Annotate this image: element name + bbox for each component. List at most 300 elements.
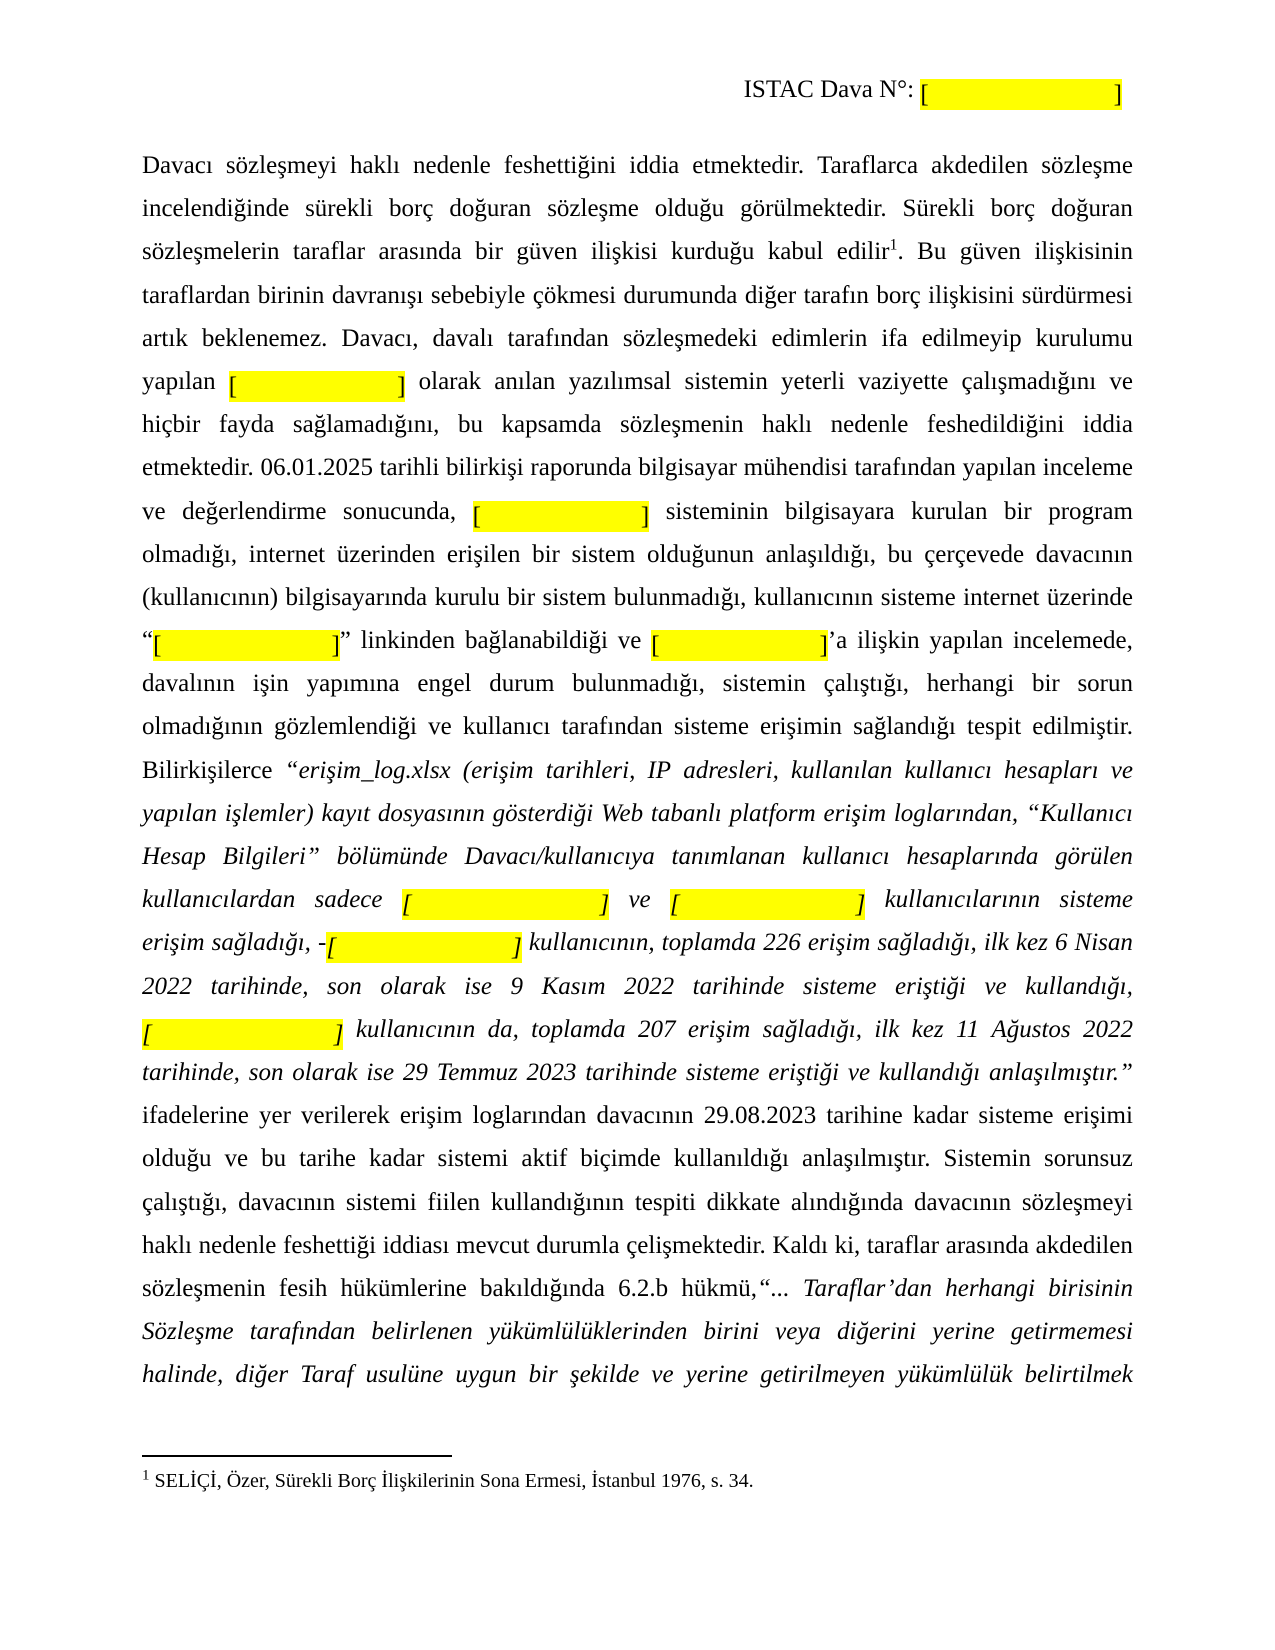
text-segment: olmadığı, bbox=[142, 540, 238, 568]
word-group bbox=[435, 576, 500, 619]
word-group bbox=[924, 533, 1024, 576]
text-segment: sözleşmenin bbox=[619, 411, 744, 439]
text-segment: fiilen bbox=[427, 1188, 481, 1216]
text-segment: ’a bbox=[827, 627, 848, 655]
text-segment: 6.2.b bbox=[618, 1274, 669, 1302]
text-line bbox=[142, 619, 1133, 662]
word-group bbox=[383, 1224, 450, 1267]
word-group bbox=[402, 878, 609, 921]
word-group bbox=[447, 533, 521, 576]
word-group bbox=[142, 317, 188, 360]
word-group bbox=[585, 1051, 677, 1094]
text-segment: (erişim bbox=[462, 756, 534, 784]
word-group bbox=[293, 403, 440, 446]
text-segment: yapılan bbox=[929, 627, 1004, 655]
text-segment: çalışmadığını bbox=[961, 367, 1097, 395]
text-segment: 2022 bbox=[142, 972, 192, 1000]
word-group bbox=[1075, 921, 1133, 964]
text-segment: şekilde bbox=[569, 1361, 640, 1389]
word-group bbox=[1077, 662, 1133, 705]
word-group bbox=[989, 1051, 1133, 1094]
text-segment: kez bbox=[1015, 929, 1048, 957]
word-group bbox=[536, 1224, 619, 1267]
text-segment: sağladığı, bbox=[211, 929, 311, 957]
text-segment: nedenle bbox=[830, 411, 909, 439]
word-group bbox=[346, 1181, 417, 1224]
word-group bbox=[1025, 1353, 1133, 1396]
word-group bbox=[618, 619, 642, 662]
word-group bbox=[1032, 662, 1060, 705]
text-segment: sistem bbox=[571, 540, 636, 568]
word-group bbox=[305, 187, 373, 230]
word-group bbox=[307, 662, 400, 705]
redacted-highlight bbox=[651, 630, 828, 661]
text-segment: işin bbox=[252, 670, 289, 698]
word-group bbox=[371, 1310, 472, 1353]
word-group bbox=[853, 705, 956, 748]
word-group bbox=[521, 1137, 567, 1180]
word-group bbox=[427, 1181, 480, 1224]
text-line bbox=[142, 317, 1133, 360]
text-segment: son bbox=[327, 972, 362, 1000]
text-segment: platform bbox=[729, 799, 816, 827]
text-segment: davranışı bbox=[331, 281, 424, 309]
text-segment: eriştiği bbox=[768, 1058, 840, 1086]
word-group bbox=[369, 1137, 425, 1180]
text-segment: kullanıcı bbox=[462, 713, 551, 741]
word-group bbox=[547, 187, 639, 230]
text-segment: Sürekli bbox=[902, 195, 975, 223]
word-group bbox=[723, 662, 806, 705]
word-group bbox=[142, 446, 254, 489]
word-group bbox=[651, 619, 847, 662]
word-group bbox=[963, 446, 1037, 489]
text-segment: durum bbox=[489, 670, 555, 698]
word-group bbox=[1048, 1267, 1133, 1310]
text-segment: iddia bbox=[629, 152, 680, 179]
text-segment: Bu bbox=[917, 238, 947, 266]
text-segment: kullandığı, bbox=[1025, 972, 1133, 1000]
text-segment: bilgisayar bbox=[638, 454, 738, 482]
word-group bbox=[142, 749, 273, 792]
redaction-gap bbox=[680, 911, 856, 912]
word-group bbox=[666, 490, 769, 533]
text-line bbox=[142, 576, 1133, 619]
word-group bbox=[826, 1094, 902, 1137]
text-segment: gözlemlendiği bbox=[273, 713, 417, 741]
text-segment: birisinin bbox=[1048, 1274, 1133, 1302]
text-segment: bağlanabildiği bbox=[464, 627, 608, 655]
text-segment: sisteme bbox=[1059, 886, 1133, 914]
text-segment: anlaşılmıştır.” bbox=[989, 1058, 1133, 1086]
text-segment: kurulumu bbox=[1035, 324, 1133, 352]
word-group bbox=[285, 749, 451, 792]
word-group bbox=[212, 921, 311, 964]
word-group bbox=[754, 576, 873, 619]
text-segment: gösterdiği bbox=[492, 799, 594, 827]
word-group bbox=[623, 317, 758, 360]
word-group bbox=[142, 1051, 240, 1094]
word-group bbox=[638, 446, 737, 489]
text-segment: davacının bbox=[238, 1188, 336, 1216]
word-group bbox=[628, 878, 650, 921]
text-segment: birini bbox=[703, 1318, 760, 1346]
text-segment: sözleşme bbox=[1041, 152, 1133, 179]
text-segment: borç bbox=[389, 195, 434, 223]
word-group bbox=[570, 1353, 639, 1396]
text-segment: erişim bbox=[399, 1102, 463, 1130]
word-group bbox=[561, 705, 662, 748]
text-segment: sözleşmeyi bbox=[225, 152, 337, 179]
word-group bbox=[808, 921, 871, 964]
text-segment: getirmemesi bbox=[1010, 1318, 1133, 1346]
text-segment: tarihe bbox=[299, 1145, 356, 1173]
text-segment: fayda bbox=[218, 411, 275, 439]
word-group bbox=[932, 1310, 994, 1353]
text-segment: borç bbox=[990, 195, 1036, 223]
text-line bbox=[142, 921, 1133, 964]
text-segment: sağlamadığını, bbox=[292, 411, 440, 439]
text-segment: sözleşmeyi bbox=[1021, 1188, 1133, 1216]
text-segment: olduğunun bbox=[647, 540, 754, 568]
word-group bbox=[1036, 1224, 1133, 1267]
text-segment: değerlendirme bbox=[182, 497, 327, 525]
word-group bbox=[1034, 230, 1133, 273]
word-group bbox=[760, 705, 842, 748]
word-group bbox=[879, 1051, 980, 1094]
text-segment: ve bbox=[651, 1361, 674, 1389]
text-segment: sisteme bbox=[978, 1102, 1054, 1130]
word-group bbox=[686, 1051, 760, 1094]
word-group bbox=[894, 792, 1018, 835]
text-segment: 29.08.2023 bbox=[703, 1102, 817, 1130]
text-segment: bu bbox=[887, 540, 913, 568]
word-group bbox=[635, 1181, 696, 1224]
text-segment: ilk bbox=[874, 1015, 900, 1043]
word-group bbox=[867, 1224, 939, 1267]
word-group bbox=[928, 274, 1014, 317]
word-group bbox=[744, 446, 848, 489]
text-segment: bulunmadığı, bbox=[572, 670, 705, 698]
word-group bbox=[693, 965, 785, 1008]
text-segment: erişilen bbox=[446, 540, 521, 568]
text-segment: edilmiştir. bbox=[1032, 713, 1133, 741]
word-group bbox=[489, 662, 554, 705]
word-group bbox=[848, 1051, 870, 1094]
word-group bbox=[507, 576, 535, 619]
text-segment: yeterli bbox=[781, 367, 845, 395]
text-segment: arasında bbox=[378, 238, 462, 266]
word-group bbox=[343, 490, 456, 533]
case-number-redaction bbox=[920, 79, 1122, 110]
word-group bbox=[473, 1094, 587, 1137]
text-segment: Davacı/kullanıcıya bbox=[464, 843, 655, 870]
text-segment: kullandığı bbox=[878, 1058, 981, 1086]
word-group bbox=[626, 1224, 766, 1267]
word-group bbox=[142, 792, 217, 835]
word-group bbox=[601, 792, 643, 835]
word-group bbox=[322, 792, 371, 835]
text-segment: mühendisi bbox=[743, 454, 848, 482]
word-group bbox=[211, 965, 309, 1008]
word-group bbox=[837, 1310, 916, 1353]
text-segment: ve bbox=[1110, 756, 1133, 784]
text-segment: Kaldı bbox=[772, 1231, 828, 1259]
word-group bbox=[922, 317, 1022, 360]
word-group bbox=[142, 274, 250, 317]
text-segment: loglarından, bbox=[893, 799, 1019, 827]
word-group bbox=[772, 317, 868, 360]
word-group bbox=[142, 144, 213, 187]
word-group bbox=[142, 1224, 192, 1267]
word-group bbox=[337, 835, 448, 878]
redacted-highlight bbox=[473, 501, 650, 532]
text-segment: Sözleşme bbox=[142, 1318, 234, 1346]
text-segment: Ağustos bbox=[991, 1015, 1071, 1043]
text-segment: anlaşıldığı, bbox=[765, 540, 876, 568]
text-segment: hükmü, bbox=[681, 1274, 758, 1302]
text-segment: sürdürmesi bbox=[1021, 281, 1133, 309]
word-group bbox=[142, 1310, 234, 1353]
text-segment: ” bbox=[339, 627, 351, 655]
text-segment: Web bbox=[600, 799, 644, 827]
text-segment: durumunda bbox=[623, 281, 738, 309]
word-group bbox=[142, 705, 263, 748]
word-group bbox=[978, 1094, 1053, 1137]
text-line bbox=[142, 403, 1133, 446]
word-group bbox=[674, 705, 749, 748]
text-segment: kullanıldığı bbox=[673, 1145, 789, 1173]
redacted-highlight bbox=[142, 1019, 343, 1050]
word-group bbox=[142, 1267, 266, 1310]
word-group bbox=[182, 490, 326, 533]
text-segment: adresleri, bbox=[683, 756, 779, 784]
word-group bbox=[378, 230, 461, 273]
word-group bbox=[455, 1353, 516, 1396]
word-group bbox=[730, 792, 816, 835]
text-segment: ifadelerine bbox=[142, 1102, 249, 1130]
word-group bbox=[1004, 749, 1098, 792]
footnote-separator bbox=[142, 1455, 452, 1457]
text-segment: yapılan bbox=[142, 799, 217, 827]
word-group bbox=[1055, 921, 1068, 964]
text-segment: bir bbox=[528, 1361, 558, 1389]
text-segment: bilgisayarında bbox=[285, 583, 428, 611]
word-group bbox=[791, 749, 892, 792]
text-segment: biçimde bbox=[580, 1145, 661, 1173]
text-segment: taraflardan bbox=[142, 281, 251, 309]
text-segment: olarak bbox=[292, 1058, 358, 1086]
word-group bbox=[1025, 965, 1133, 1008]
text-segment: sözleşmelerin bbox=[142, 238, 280, 266]
word-group bbox=[874, 1008, 899, 1051]
text-segment: çelişmektedir. bbox=[626, 1231, 766, 1259]
text-segment: halinde, bbox=[142, 1361, 224, 1389]
word-group bbox=[946, 1224, 1029, 1267]
text-segment: yerine bbox=[932, 1318, 995, 1346]
word-group bbox=[224, 1137, 248, 1180]
word-group bbox=[403, 1051, 428, 1094]
word-group bbox=[927, 662, 1014, 705]
redaction-close-bracket: ] bbox=[397, 372, 406, 400]
word-group bbox=[803, 1267, 932, 1310]
text-segment: sisteme bbox=[685, 1058, 760, 1086]
text-segment: ve bbox=[984, 972, 1007, 1000]
text-segment: ilişkisi bbox=[590, 238, 658, 266]
redaction-open-bracket: [ bbox=[472, 502, 481, 530]
text-segment: tarihinde bbox=[585, 1058, 678, 1086]
word-group bbox=[199, 1224, 277, 1267]
text-segment: sisteme bbox=[880, 583, 956, 611]
word-group bbox=[301, 1094, 390, 1137]
word-group bbox=[614, 576, 747, 619]
text-segment: kurulan bbox=[911, 497, 988, 525]
text-segment: “ bbox=[142, 627, 154, 655]
text-segment: kullanıcı bbox=[802, 843, 890, 870]
text-segment: Nisan bbox=[1074, 929, 1133, 957]
text-segment: borç bbox=[876, 281, 921, 309]
text-line bbox=[142, 1181, 1133, 1224]
text-segment: kurduğu bbox=[671, 238, 755, 266]
text-segment: ve bbox=[847, 1058, 871, 1086]
text-segment: inceleme bbox=[1042, 454, 1133, 482]
text-segment: bölümünde bbox=[336, 843, 448, 870]
word-group bbox=[914, 1181, 1011, 1224]
word-group bbox=[142, 965, 192, 1008]
word-group bbox=[802, 835, 889, 878]
text-segment: olduğu bbox=[142, 1145, 212, 1173]
word-group bbox=[1011, 1310, 1133, 1353]
text-segment: taraflar bbox=[866, 1231, 940, 1259]
word-group bbox=[226, 144, 337, 187]
word-group bbox=[683, 749, 779, 792]
word-group bbox=[651, 792, 722, 835]
text-segment: bu bbox=[261, 1145, 287, 1173]
text-segment: usulüne bbox=[365, 1361, 444, 1389]
word-group bbox=[943, 1137, 1031, 1180]
text-segment: erişimi bbox=[1063, 1102, 1133, 1130]
word-group bbox=[629, 144, 679, 187]
word-group bbox=[533, 274, 616, 317]
word-group bbox=[286, 576, 428, 619]
text-segment: doğuran bbox=[449, 195, 532, 223]
text-segment: sonucunda, bbox=[342, 497, 457, 525]
text-segment: 2023 bbox=[526, 1058, 577, 1086]
redaction-close-bracket: ] bbox=[512, 934, 522, 962]
text-segment: 2022 bbox=[624, 972, 675, 1000]
redaction-gap bbox=[411, 911, 599, 912]
word-group bbox=[791, 1181, 903, 1224]
word-group bbox=[888, 533, 913, 576]
word-group bbox=[672, 835, 786, 878]
word-group bbox=[202, 317, 328, 360]
word-group bbox=[1043, 446, 1133, 489]
word-group bbox=[831, 403, 909, 446]
word-group bbox=[956, 1008, 979, 1051]
word-group bbox=[881, 317, 907, 360]
text-segment: tarafın bbox=[803, 281, 869, 309]
word-group bbox=[674, 1137, 789, 1180]
text-line bbox=[142, 490, 1133, 533]
text-segment: tarafından bbox=[561, 713, 663, 741]
word-group bbox=[465, 835, 655, 878]
word-group bbox=[142, 1008, 343, 1051]
text-segment: ise bbox=[464, 972, 492, 1000]
word-group bbox=[437, 1051, 518, 1094]
text-line bbox=[142, 446, 1133, 489]
text-segment: ve bbox=[428, 713, 452, 741]
text-segment: toplamda bbox=[661, 929, 757, 957]
redaction-open-bracket: [ bbox=[651, 632, 660, 660]
word-group bbox=[530, 446, 631, 489]
text-segment: tarihine bbox=[826, 1102, 903, 1130]
text-segment: Taraflar’dan bbox=[802, 1274, 933, 1302]
word-group bbox=[655, 187, 724, 230]
word-group bbox=[1047, 576, 1133, 619]
text-segment: hükümlerine bbox=[340, 1274, 467, 1302]
word-group bbox=[250, 1310, 356, 1353]
word-group bbox=[327, 965, 362, 1008]
word-group bbox=[686, 1353, 748, 1396]
text-segment: herhangi bbox=[945, 1274, 1036, 1302]
word-group bbox=[380, 446, 440, 489]
text-segment: haklı bbox=[349, 152, 400, 179]
text-segment: bulunmadığı, bbox=[613, 583, 747, 611]
text-segment: ilişkisini bbox=[928, 281, 1015, 309]
text-segment: ilişkin bbox=[857, 627, 920, 655]
word-group bbox=[446, 446, 524, 489]
word-group bbox=[763, 921, 801, 964]
text-segment: davalının bbox=[142, 670, 236, 698]
word-group bbox=[768, 230, 824, 273]
word-group bbox=[378, 792, 485, 835]
text-segment: tarihinde bbox=[692, 972, 785, 1000]
word-group bbox=[389, 187, 433, 230]
footnote-reference: 1 bbox=[889, 237, 898, 255]
text-line bbox=[142, 835, 1133, 878]
redacted-highlight bbox=[326, 932, 521, 963]
text-segment: yükümlülüklerinden bbox=[488, 1318, 688, 1346]
word-group bbox=[1013, 619, 1133, 662]
text-segment: ve bbox=[617, 627, 642, 655]
text-segment: sorun bbox=[1077, 670, 1133, 698]
word-group bbox=[651, 1353, 673, 1396]
redaction-close-bracket: ] bbox=[819, 632, 828, 660]
text-segment: etmektedir. bbox=[142, 454, 254, 482]
text-segment: davacının bbox=[1035, 540, 1133, 568]
word-group bbox=[337, 533, 436, 576]
text-segment: yapılan bbox=[142, 367, 216, 395]
text-segment: olduğu bbox=[654, 195, 725, 223]
redaction-open-bracket: [ bbox=[228, 372, 238, 400]
document-body bbox=[142, 144, 1133, 1396]
redaction-gap bbox=[152, 1041, 334, 1042]
word-group bbox=[913, 1094, 969, 1137]
word-group bbox=[142, 403, 200, 446]
word-group bbox=[824, 662, 909, 705]
text-segment: sistemi bbox=[437, 1145, 509, 1173]
word-group bbox=[235, 1353, 288, 1396]
text-segment: Temmuz bbox=[436, 1058, 518, 1086]
word-group bbox=[142, 662, 235, 705]
text-segment: doğuran bbox=[1050, 195, 1133, 223]
text-segment: sağladığı, bbox=[877, 929, 977, 957]
text-segment: beklenemez. bbox=[201, 324, 328, 352]
word-group bbox=[253, 662, 289, 705]
word-group bbox=[142, 878, 295, 921]
word-group bbox=[1004, 490, 1032, 533]
word-group bbox=[493, 792, 593, 835]
